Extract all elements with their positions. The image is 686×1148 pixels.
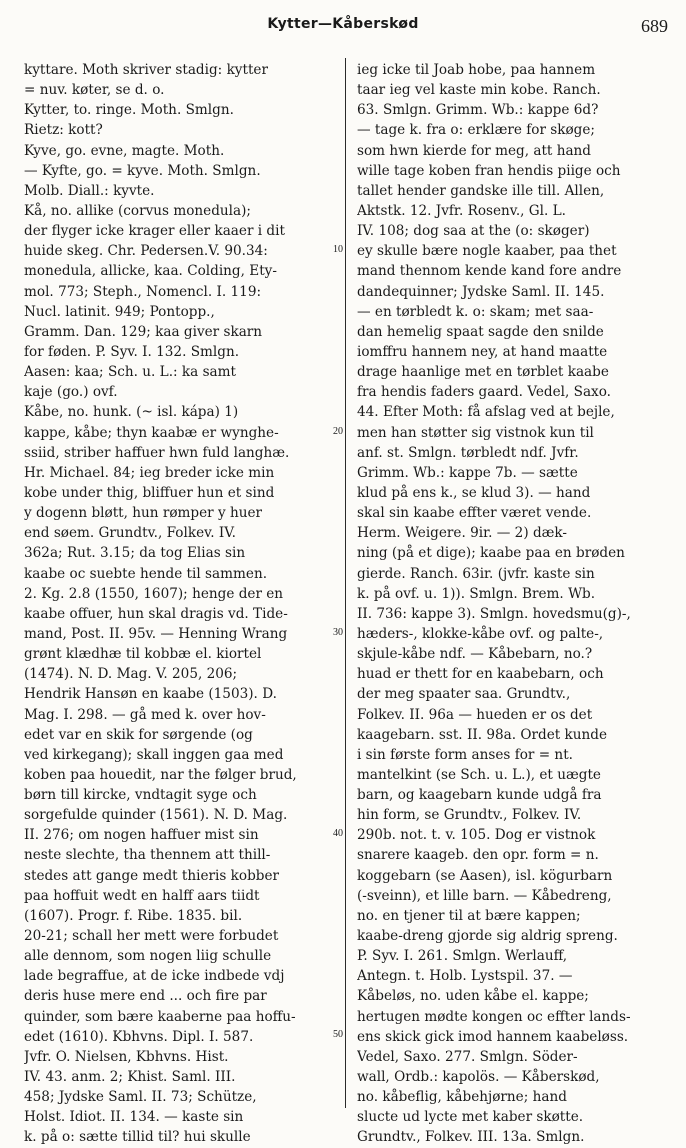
line-number-50: 50 bbox=[333, 1029, 343, 1040]
text-line: IV. 43. anm. 2; Khist. Saml. III. bbox=[24, 1069, 236, 1086]
text-line: slucte ud lycte met kaber skøtte. bbox=[357, 1109, 584, 1126]
text-line: som hwn kierde for meg, att hand bbox=[357, 142, 592, 159]
text-line: for føden. P. Syv. I. 132. Smlgn. bbox=[24, 343, 240, 360]
text-line: men han støtter sig vistnok kun til bbox=[357, 424, 594, 441]
text-line: børn till kircke, vndtagit syge och bbox=[24, 787, 257, 804]
text-line: Kå, no. allike (corvus monedula); bbox=[24, 202, 251, 219]
text-line: ning (på et dige); kaabe paa en brøden bbox=[357, 545, 625, 562]
text-line: i sin første form anses for = nt. bbox=[357, 746, 573, 763]
text-line: Mag. I. 298. — gå med k. over hov- bbox=[24, 706, 266, 723]
text-line: Holst. Idiot. II. 134. — kaste sin bbox=[24, 1109, 244, 1126]
text-line: hæders-, klokke-kåbe ovf. og palte-, bbox=[357, 625, 604, 642]
text-line: snarere kaageb. den opr. form = n. bbox=[357, 847, 599, 864]
text-line: grønt klædhæ til kobbæ el. kiortel bbox=[24, 646, 262, 663]
line-number-30: 30 bbox=[333, 627, 343, 638]
text-line: Kåbeløs, no. uden kåbe el. kappe; bbox=[357, 988, 589, 1005]
text-line: 20-21; schall her mett were forbudet bbox=[24, 928, 279, 945]
text-line: Grundtv., Folkev. III. 13a. Smlgn. bbox=[357, 1129, 585, 1146]
text-line: kyttare. Moth skriver stadig: kytter bbox=[24, 62, 268, 78]
text-line: Kyve, go. evne, magte. Moth. bbox=[24, 142, 225, 159]
text-line: Rietz: kott? bbox=[24, 122, 103, 139]
text-line: sorgefulde quinder (1561). N. D. Mag. bbox=[24, 807, 288, 824]
text-line: stedes att gange medt thieris kobber bbox=[24, 867, 280, 884]
text-line: = nuv. køter, se d. o. bbox=[24, 82, 165, 99]
text-line: 44. Efter Moth: få afslag ved at bejle, bbox=[357, 404, 615, 421]
text-line: hertugen mødte kongen oc effter lands- bbox=[357, 1008, 631, 1025]
text-line: end søem. Grundtv., Folkev. IV. bbox=[24, 525, 236, 542]
text-line: Jvfr. O. Nielsen, Kbhvns. Hist. bbox=[24, 1048, 229, 1065]
text-line: tallet hender gandske ille till. Allen, bbox=[357, 182, 605, 199]
text-line: skjule-kåbe ndf. — Kåbebarn, no.? bbox=[357, 646, 593, 663]
text-line: 458; Jydske Saml. II. 73; Schütze, bbox=[24, 1089, 257, 1106]
text-line: k. på o: sætte tillid til? hui skulle bbox=[24, 1129, 251, 1146]
text-line: taar ieg vel kaste min kobe. Ranch. bbox=[357, 82, 601, 99]
text-line: huad er thett for en kaabebarn, och bbox=[357, 666, 604, 683]
text-line: Kåbe, no. hunk. (~ isl. kápa) 1) bbox=[24, 404, 239, 421]
text-line: ey skulle bære nogle kaaber, paa thet bbox=[357, 243, 617, 260]
text-line: der meg spaater saa. Grundtv., bbox=[357, 686, 571, 703]
text-line: kobe under thig, bliffuer hun et sind bbox=[24, 484, 275, 501]
text-line: ieg icke til Joab hobe, paa hannem bbox=[357, 62, 596, 78]
text-line: wille tage koben fran hendis piige och bbox=[357, 162, 621, 179]
text-line: Antegn. t. Holb. Lystspil. 37. — bbox=[357, 968, 573, 985]
text-line: monedula, allicke, kaa. Colding, Ety- bbox=[24, 263, 277, 280]
text-line: dan hemelig spaat sagde den snilde bbox=[357, 323, 604, 340]
text-line: huide skeg. Chr. Pedersen.V. 90.34: bbox=[24, 243, 268, 260]
text-line: edet var en skik for sørgende (og bbox=[24, 726, 253, 743]
text-line: koben paa houedit, nar the følger brud, bbox=[24, 766, 297, 783]
text-line: barn, og kaagebarn kunde udgå fra bbox=[357, 787, 602, 804]
text-line: y dogenn bløtt, hun rømper y huer bbox=[24, 505, 263, 522]
text-line: Kytter, to. ringe. Moth. Smlgn. bbox=[24, 102, 234, 119]
text-line: ens skick gick imod hannem kaabeløss. bbox=[357, 1028, 629, 1045]
text-line: Grimm. Wb.: kappe 7b. — sætte bbox=[357, 464, 578, 481]
text-line: Hendrik Hansøn en kaabe (1503). D. bbox=[24, 686, 277, 703]
text-line: no. kåbeflig, kåbehjørne; hand bbox=[357, 1089, 567, 1106]
text-line: Hr. Michael. 84; ieg breder icke min bbox=[24, 464, 275, 481]
text-line: fra hendis faders gaard. Vedel, Saxo. bbox=[357, 384, 611, 401]
running-title: Kytter—Kåberskød bbox=[267, 16, 419, 32]
text-line: — tage k. fra o: erklære for skøge; bbox=[357, 122, 595, 139]
text-line: mol. 773; Steph., Nomencl. I. 119: bbox=[24, 283, 262, 300]
text-line: kaje (go.) ovf. bbox=[24, 384, 118, 401]
line-number-40: 40 bbox=[333, 828, 343, 839]
text-line: mand thennom kende kand fore andre bbox=[357, 263, 622, 280]
text-line: paa hoffuit wedt en halff aars tiidt bbox=[24, 887, 260, 904]
left-column bbox=[24, 60, 336, 1148]
text-line: skal sin kaabe effter været vende. bbox=[357, 505, 592, 522]
text-line: neste slechte, tha thennem att thill- bbox=[24, 847, 271, 864]
text-line: klud på ens k., se klud 3). — hand bbox=[357, 484, 591, 501]
text-line: lade begraffue, at de icke indbede vdj bbox=[24, 968, 285, 985]
text-line: Vedel, Saxo. 277. Smlgn. Söder- bbox=[357, 1048, 578, 1065]
text-line: wall, Ordb.: kapolös. — Kåberskød, bbox=[357, 1069, 600, 1086]
text-line: Molb. Diall.: kyvte. bbox=[24, 182, 155, 199]
text-line: no. en tjener til at bære kappen; bbox=[357, 907, 581, 924]
text-line: Aasen: kaa; Sch. u. L.: ka samt bbox=[24, 364, 237, 381]
text-line: P. Syv. I. 261. Smlgn. Werlauff, bbox=[357, 948, 568, 965]
line-number-10: 10 bbox=[333, 244, 343, 255]
text-line: II. 276; om nogen haffuer mist sin bbox=[24, 827, 259, 844]
text-line: (1607). Progr. f. Ribe. 1835. bil. bbox=[24, 907, 243, 924]
text-line: — Kyfte, go. = kyve. Moth. Smlgn. bbox=[24, 162, 261, 179]
text-line: k. på ovf. u. 1)). Smlgn. Brem. Wb. bbox=[357, 585, 596, 602]
page-header bbox=[0, 10, 686, 44]
text-line: Nucl. latinit. 949; Pontopp., bbox=[24, 303, 215, 320]
text-line: kaabe-dreng gjorde sig aldrig spreng. bbox=[357, 928, 618, 945]
text-line: kaabe offuer, hun skal dragis vd. Tide- bbox=[24, 605, 288, 622]
text-line: 362a; Rut. 3.15; da tog Elias sin bbox=[24, 545, 246, 562]
text-line: Herm. Weigere. 9ir. — 2) dæk- bbox=[357, 525, 568, 542]
text-line: Aktstk. 12. Jvfr. Rosenv., Gl. L. bbox=[357, 202, 567, 219]
text-line: 290b. not. t. v. 105. Dog er vistnok bbox=[357, 827, 596, 844]
text-line: hin form, se Grundtv., Folkev. IV. bbox=[357, 807, 582, 824]
text-line: II. 736: kappe 3). Smlgn. hovedsmu(g)-, bbox=[357, 605, 631, 622]
line-number-20: 20 bbox=[333, 426, 343, 437]
text-line: drage haanlige met en tørblet kaabe bbox=[357, 364, 609, 381]
text-line: kappe, kåbe; thyn kaabæ er wynghe- bbox=[24, 424, 279, 441]
text-line: 2. Kg. 2.8 (1550, 1607); henge der en bbox=[24, 585, 284, 602]
text-line: ssiid, striber haffuer hwn fuld langhæ. bbox=[24, 444, 290, 461]
text-line: — en tørbledt k. o: skam; met saa- bbox=[357, 303, 594, 320]
text-line: Folkev. II. 96a — hueden er os det bbox=[357, 706, 593, 723]
text-line: deris huse mere end ... och fire par bbox=[24, 988, 267, 1005]
text-line: alle dennom, som nogen liig schulle bbox=[24, 948, 272, 965]
text-line: IV. 108; dog saa at the (o: skøger) bbox=[357, 223, 590, 240]
text-line: quinder, som bære kaaberne paa hoffu- bbox=[24, 1008, 296, 1025]
text-line: kaagebarn. sst. II. 98a. Ordet kunde bbox=[357, 726, 608, 743]
text-line: dandequinner; Jydske Saml. II. 145. bbox=[357, 283, 605, 300]
text-line: anf. st. Smlgn. tørbledt ndf. Jvfr. bbox=[357, 444, 579, 461]
column-divider bbox=[345, 58, 346, 1108]
text-line: mand, Post. II. 95v. — Henning Wrang bbox=[24, 625, 288, 642]
text-line: (-sveinn), et lille barn. — Kåbedreng, bbox=[357, 887, 612, 904]
text-line: koggebarn (se Aasen), isl. kögurbarn bbox=[357, 867, 613, 884]
text-line: Gramm. Dan. 129; kaa giver skarn bbox=[24, 323, 263, 340]
text-line: mantelkint (se Sch. u. L.), et uægte bbox=[357, 766, 601, 783]
text-line: kaabe oc suebte hende til sammen. bbox=[24, 565, 268, 582]
page-number: 689 bbox=[641, 16, 668, 36]
right-column bbox=[357, 60, 669, 1148]
text-line: gierde. Ranch. 63ir. (jvfr. kaste sin bbox=[357, 565, 595, 582]
text-line: iomffru hannem ney, at hand maatte bbox=[357, 343, 608, 360]
text-line: der flyger icke krager eller kaaer i dit bbox=[24, 223, 285, 240]
text-line: 63. Smlgn. Grimm. Wb.: kappe 6d? bbox=[357, 102, 599, 119]
text-line: edet (1610). Kbhvns. Dipl. I. 587. bbox=[24, 1028, 254, 1045]
text-line: ved kirkegang); skall inggen gaa med bbox=[24, 746, 284, 763]
text-line: (1474). N. D. Mag. V. 205, 206; bbox=[24, 666, 238, 683]
